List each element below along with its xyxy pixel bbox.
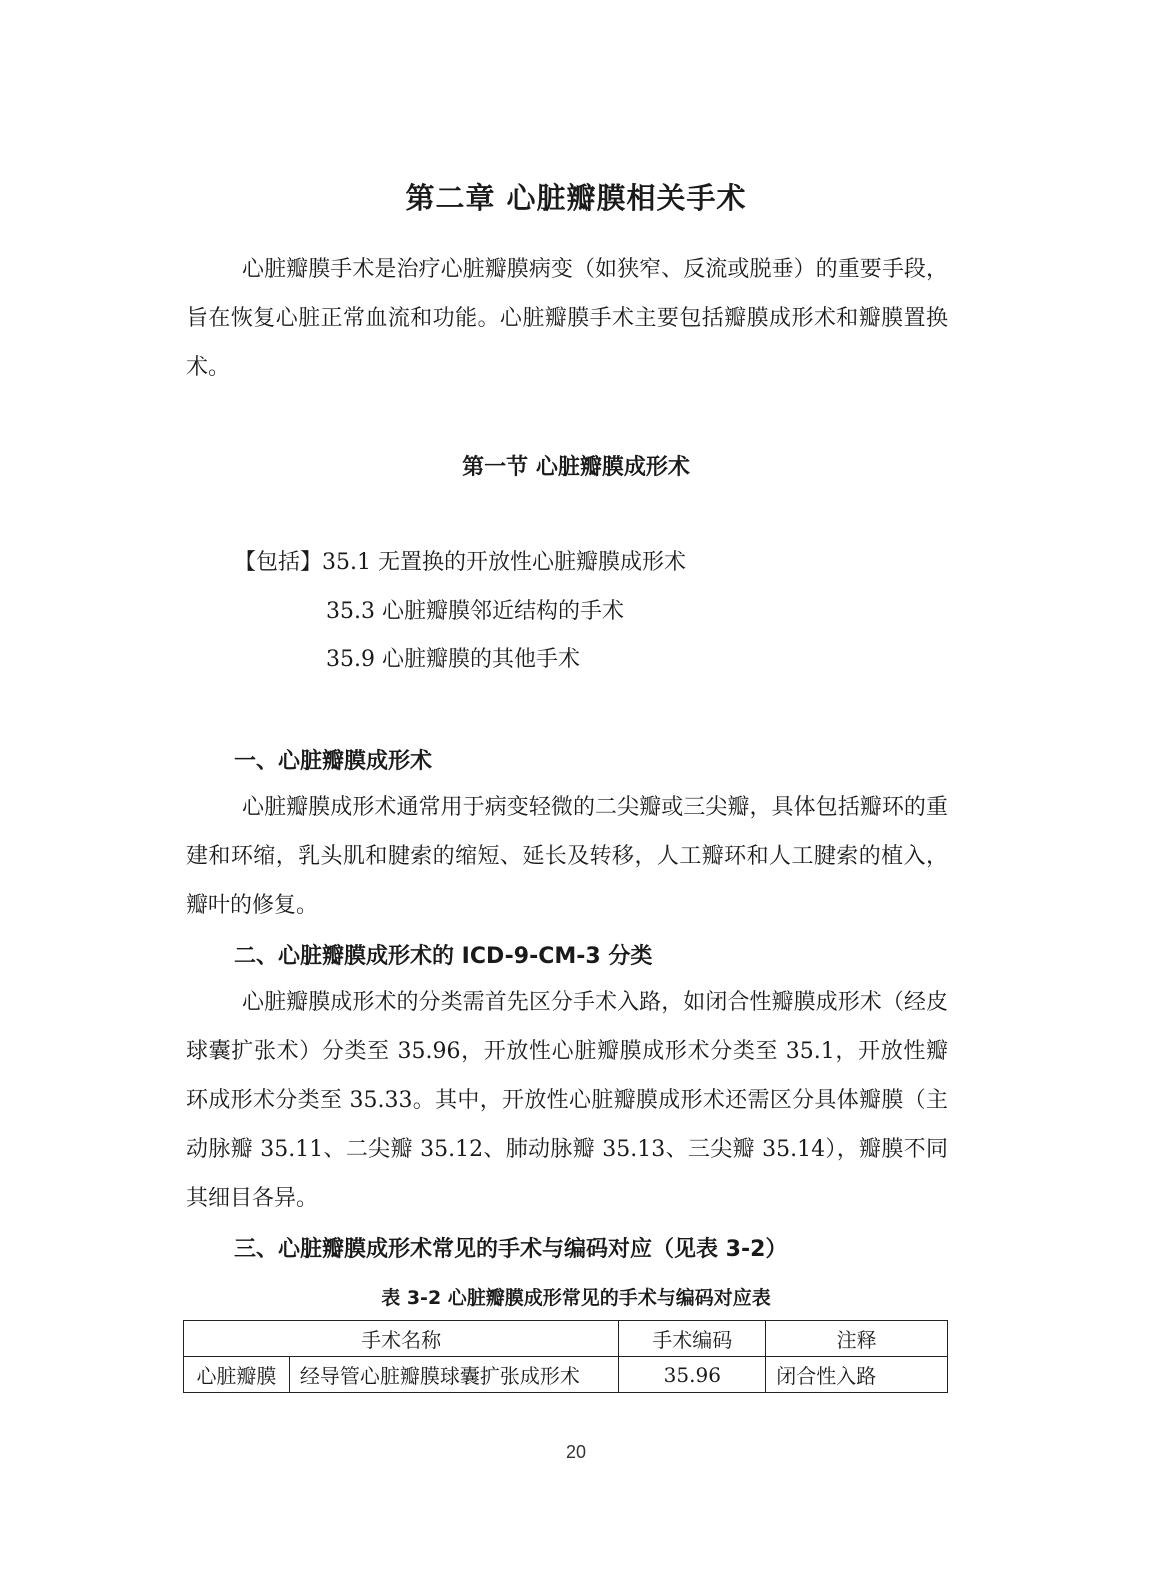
part1-paragraph: 心脏瓣膜成形术通常用于病变轻微的二尖瓣或三尖瓣，具体包括瓣环的重建和环缩，乳头肌和腱索的缩短、延长及转移，人工瓣环和人工腱索的植入，瓣叶的修复。 — [186, 795, 948, 918]
cell-procedure-name: 经导管心脏瓣膜球囊扩张成形术 — [289, 1357, 618, 1393]
cell-category: 心脏瓣膜 — [184, 1357, 290, 1393]
includes-item: 35.9 心脏瓣膜的其他手术 — [326, 647, 580, 672]
header-procedure-code: 手术编码 — [619, 1321, 766, 1357]
includes-line-1 — [234, 548, 686, 578]
header-note: 注释 — [766, 1321, 948, 1357]
section-title: 第一节 心脏瓣膜成形术 — [462, 455, 690, 480]
table-caption: 表 3-2 心脏瓣膜成形常见的手术与编码对应表 — [381, 1287, 771, 1309]
part2-heading: 二、心脏瓣膜成形术的 ICD-9-CM-3 分类 — [234, 944, 653, 969]
part2-paragraph: 心脏瓣膜成形术的分类需首先区分手术入路，如闭合性瓣膜成形术（经皮球囊扩张术）分类至 35.96，开放性心脏瓣膜成形术分类至 35.1，开放性瓣环成形术分类至 35.33。其中，开放性心脏瓣膜成形术还需区分具体瓣膜（主动脉瓣 35.11、二尖瓣 35.12、肺动脉瓣 35.13、三尖瓣 35.14），瓣膜不同其细目各异。 — [186, 990, 948, 1211]
part1-heading: 一、心脏瓣膜成形术 — [234, 749, 433, 774]
part3-heading: 三、心脏瓣膜成形术常见的手术与编码对应（见表 3-2） — [234, 1237, 788, 1262]
chapter-title: 第二章 心脏瓣膜相关手术 — [405, 181, 747, 215]
includes-item: 35.3 心脏瓣膜邻近结构的手术 — [326, 599, 624, 624]
table-row — [184, 1357, 948, 1393]
code-table — [183, 1320, 948, 1393]
header-procedure-name: 手术名称 — [184, 1321, 619, 1357]
includes-label: 【包括】 — [234, 550, 323, 575]
cell-note: 闭合性入路 — [766, 1357, 948, 1393]
includes-item: 35.1 无置换的开放性心脏瓣膜成形术 — [322, 550, 686, 575]
intro-paragraph: 心脏瓣膜手术是治疗心脏瓣膜病变（如狭窄、反流或脱垂）的重要手段，旨在恢复心脏正常血流和功能。心脏瓣膜手术主要包括瓣膜成形术和瓣膜置换术。 — [186, 257, 948, 380]
table-header-row — [184, 1321, 948, 1357]
page-number: 20 — [565, 1442, 587, 1462]
cell-procedure-code: 35.96 — [619, 1357, 766, 1393]
